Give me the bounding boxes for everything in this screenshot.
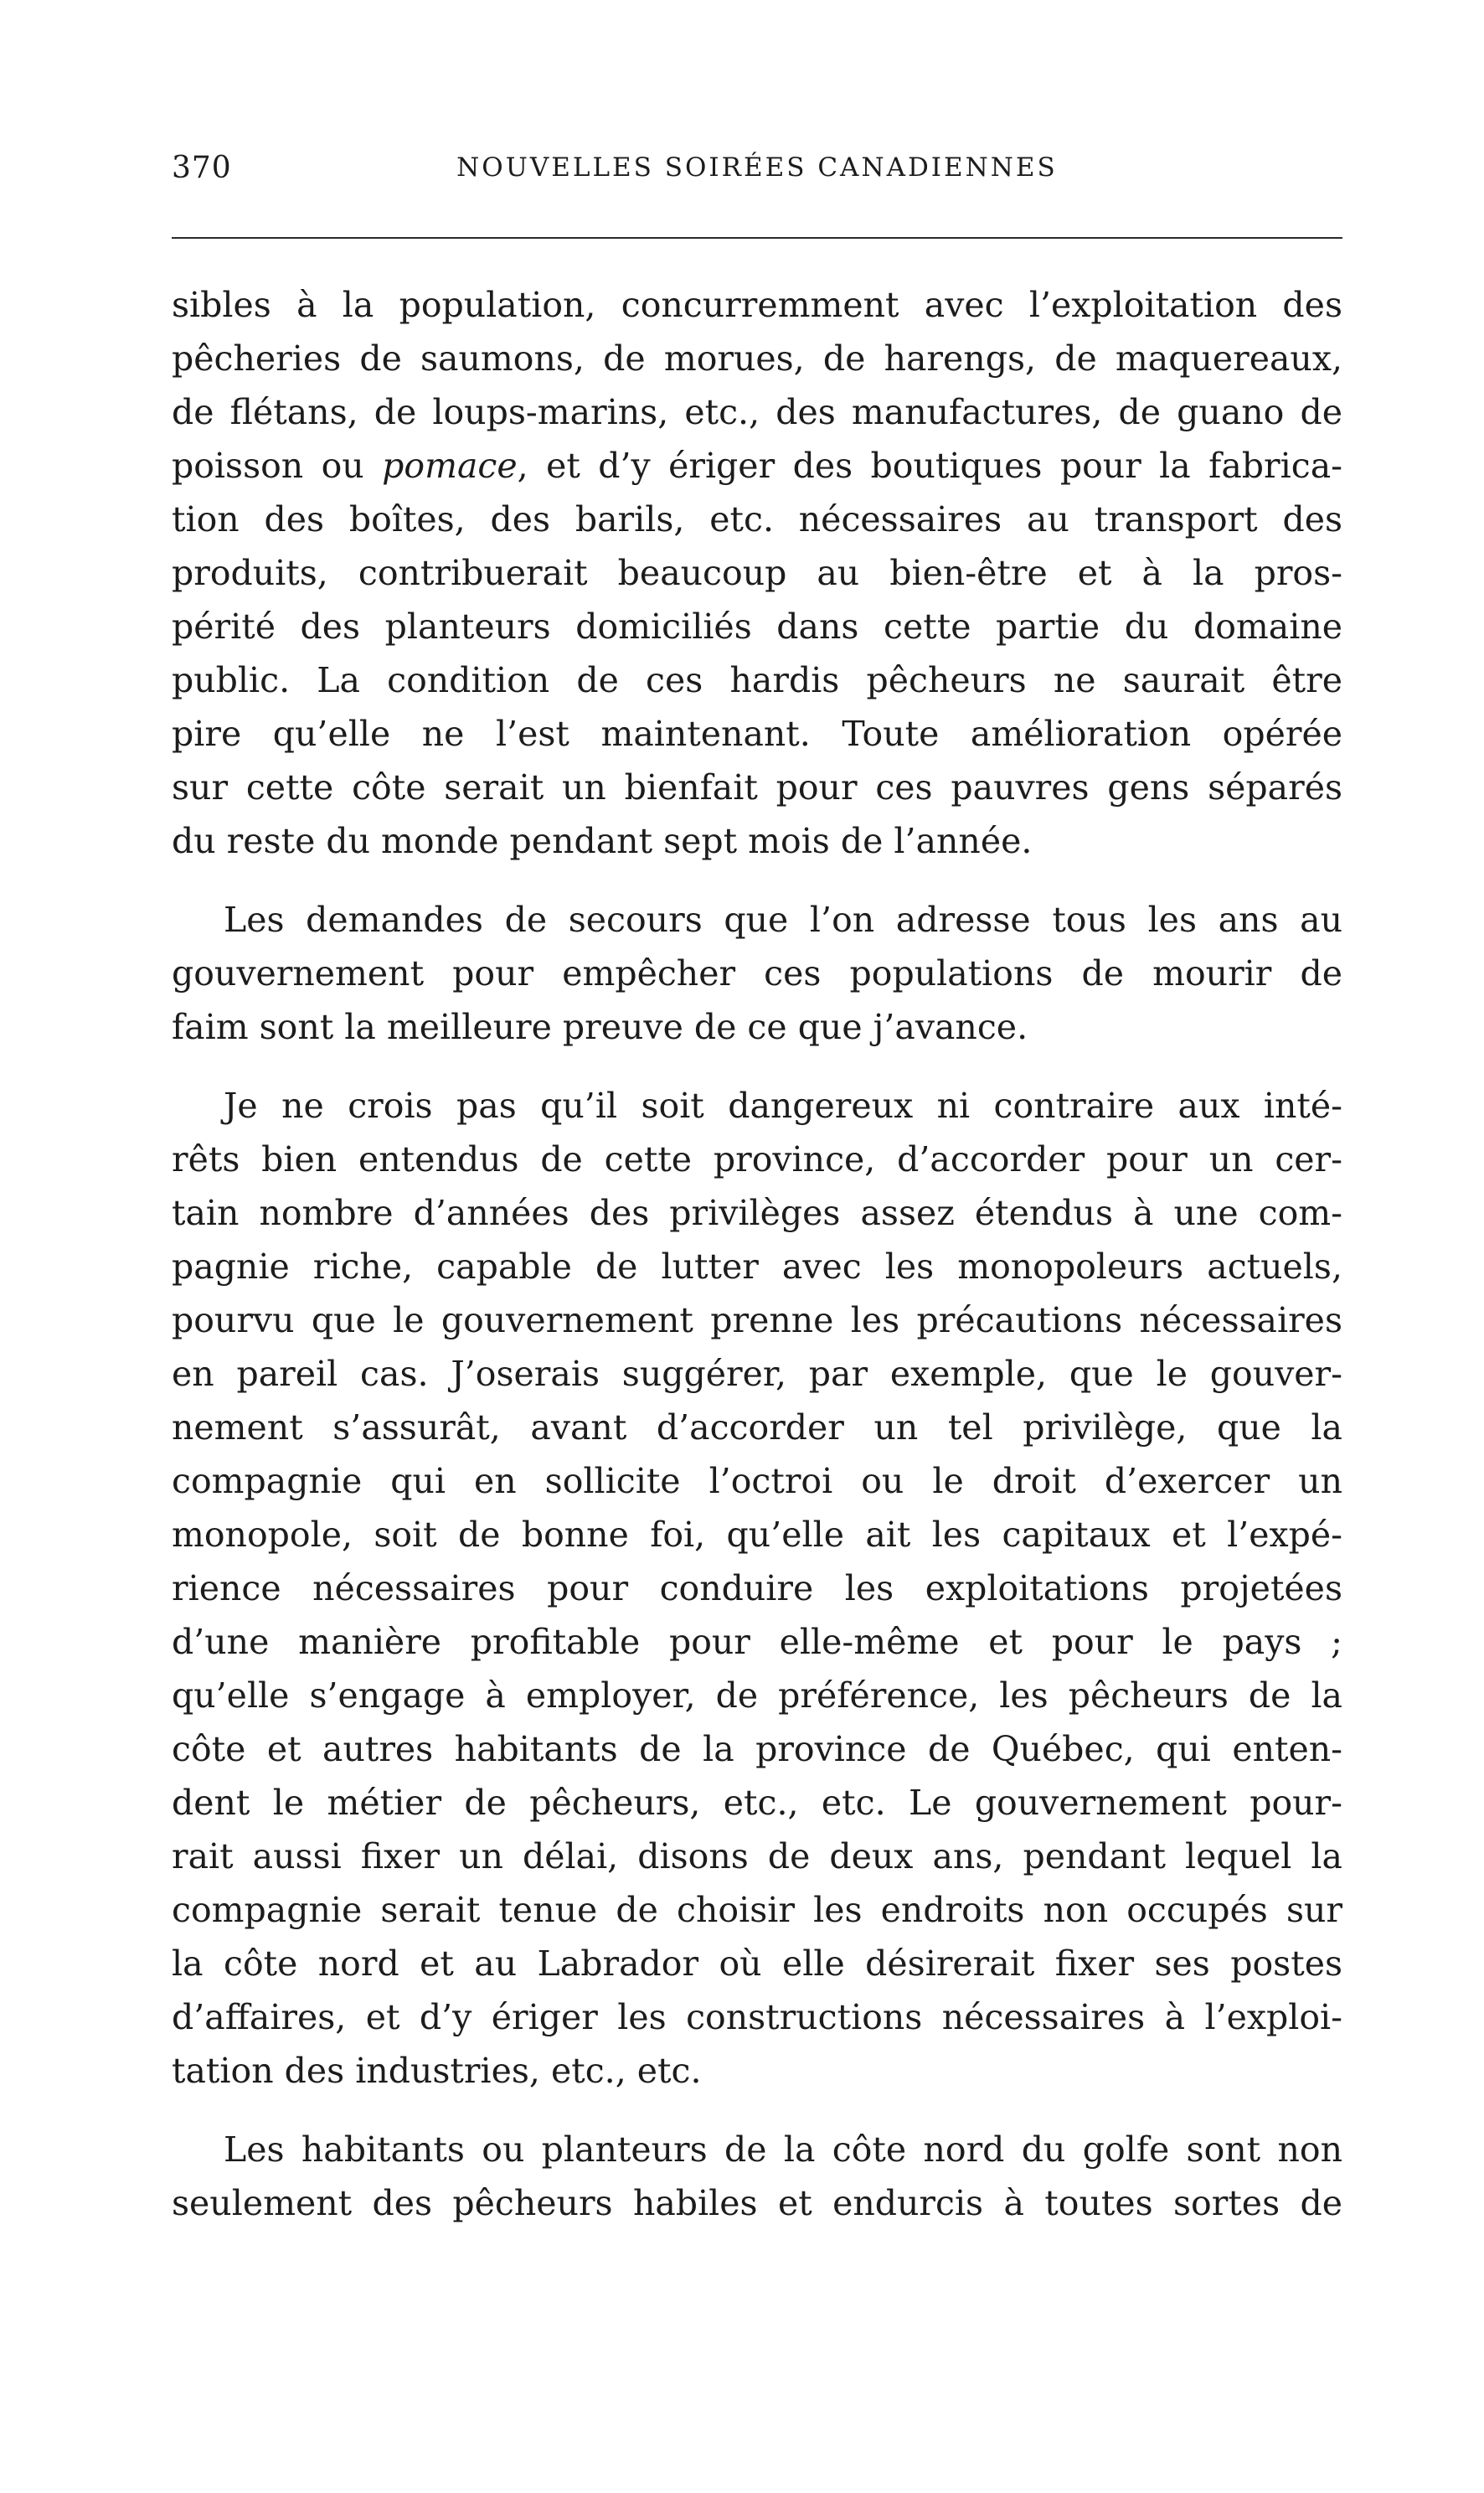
text-line: public. La condition de ces hardis pêcheurs ne saurait être bbox=[172, 660, 1342, 700]
text-line: tion des boîtes, des barils, etc. nécessaires au transport des bbox=[172, 499, 1342, 539]
text-line: tation des industries, etc., etc. bbox=[172, 2051, 702, 2091]
text-line: en pareil cas. J’oserais suggérer, par exemple, que le gouver- bbox=[172, 1354, 1342, 1394]
body-text bbox=[172, 278, 1342, 2230]
paragraph bbox=[172, 1079, 1342, 2098]
text-line bbox=[172, 1079, 1342, 1133]
text-line: côte et autres habitants de la province de Québec, qui enten- bbox=[172, 1729, 1342, 1769]
text-line: pêcheries de saumons, de morues, de harengs, de maquereaux, bbox=[172, 338, 1342, 379]
text-line: gouvernement pour empêcher ces populations de mourir de bbox=[172, 953, 1342, 994]
text-line bbox=[172, 2123, 1342, 2176]
italic-word: pomace bbox=[382, 446, 518, 486]
header-rule bbox=[172, 237, 1342, 239]
page-number: 370 bbox=[172, 151, 232, 185]
text-line: rêts bien entendus de cette province, d’accorder pour un cer- bbox=[172, 1139, 1342, 1179]
paragraph bbox=[172, 278, 1342, 868]
text-line: faim sont la meilleure preuve de ce que j’avance. bbox=[172, 1007, 1028, 1047]
text-line: rience nécessaires pour conduire les exploitations projetées bbox=[172, 1568, 1342, 1608]
text-line: seulement des pêcheurs habiles et endurcis à toutes sortes de bbox=[172, 2183, 1342, 2223]
text-line: dent le métier de pêcheurs, etc., etc. Le gouvernement pour- bbox=[172, 1783, 1342, 1823]
paragraph bbox=[172, 2123, 1342, 2230]
text-line bbox=[172, 893, 1342, 947]
text-line: pire qu’elle ne l’est maintenant. Toute amélioration opérée bbox=[172, 714, 1342, 754]
text-line: la côte nord et au Labrador où elle désirerait fixer ses postes bbox=[172, 1943, 1342, 1984]
text-line: nement s’assurât, avant d’accorder un tel privilège, que la bbox=[172, 1407, 1342, 1448]
text-line-content: Je ne crois pas qu’il soit dangereux ni contraire aux inté- bbox=[224, 1086, 1342, 1126]
text-line: compagnie qui en sollicite l’octroi ou le droit d’exercer un bbox=[172, 1461, 1342, 1501]
text-line: d’une manière profitable pour elle-même et pour le pays ; bbox=[172, 1622, 1342, 1662]
text-line: pagnie riche, capable de lutter avec les monopoleurs actuels, bbox=[172, 1246, 1342, 1287]
text-line: périté des planteurs domiciliés dans cette partie du domaine bbox=[172, 606, 1342, 647]
paragraph-gap bbox=[172, 868, 1342, 893]
text-line: d’affaires, et d’y ériger les constructions nécessaires à l’exploi- bbox=[172, 1997, 1342, 2037]
text-line: poisson ou pomace, et d’y ériger des boutiques pour la fabrica- bbox=[172, 446, 1342, 486]
text-line-content: Les demandes de secours que l’on adresse tous les ans au bbox=[224, 900, 1342, 940]
text-line: rait aussi fixer un délai, disons de deux ans, pendant lequel la bbox=[172, 1836, 1342, 1876]
text-line: tain nombre d’années des privilèges assez étendus à une com- bbox=[172, 1193, 1342, 1233]
text-line: de flétans, de loups-marins, etc., des manufactures, de guano de bbox=[172, 392, 1342, 432]
running-title: NOUVELLES SOIRÉES CANADIENNES bbox=[456, 152, 1058, 183]
text-line: sibles à la population, concurremment avec l’exploitation des bbox=[172, 285, 1342, 325]
text-line: sur cette côte serait un bienfait pour ces pauvres gens séparés bbox=[172, 767, 1342, 808]
text-line: compagnie serait tenue de choisir les endroits non occupés sur bbox=[172, 1890, 1342, 1930]
paragraph bbox=[172, 893, 1342, 1054]
text-line: qu’elle s’engage à employer, de préférence, les pêcheurs de la bbox=[172, 1675, 1342, 1716]
paragraph-gap bbox=[172, 2098, 1342, 2123]
text-line: pourvu que le gouvernement prenne les précautions nécessaires bbox=[172, 1300, 1342, 1340]
text-line: du reste du monde pendant sept mois de l’année. bbox=[172, 821, 1033, 861]
page-header bbox=[172, 151, 1342, 201]
text-line-content: Les habitants ou planteurs de la côte nord du golfe sont non bbox=[224, 2129, 1342, 2170]
text-line: produits, contribuerait beaucoup au bien-être et à la pros- bbox=[172, 553, 1342, 593]
paragraph-gap bbox=[172, 1054, 1342, 1079]
text-line: monopole, soit de bonne foi, qu’elle ait les capitaux et l’expé- bbox=[172, 1515, 1342, 1555]
